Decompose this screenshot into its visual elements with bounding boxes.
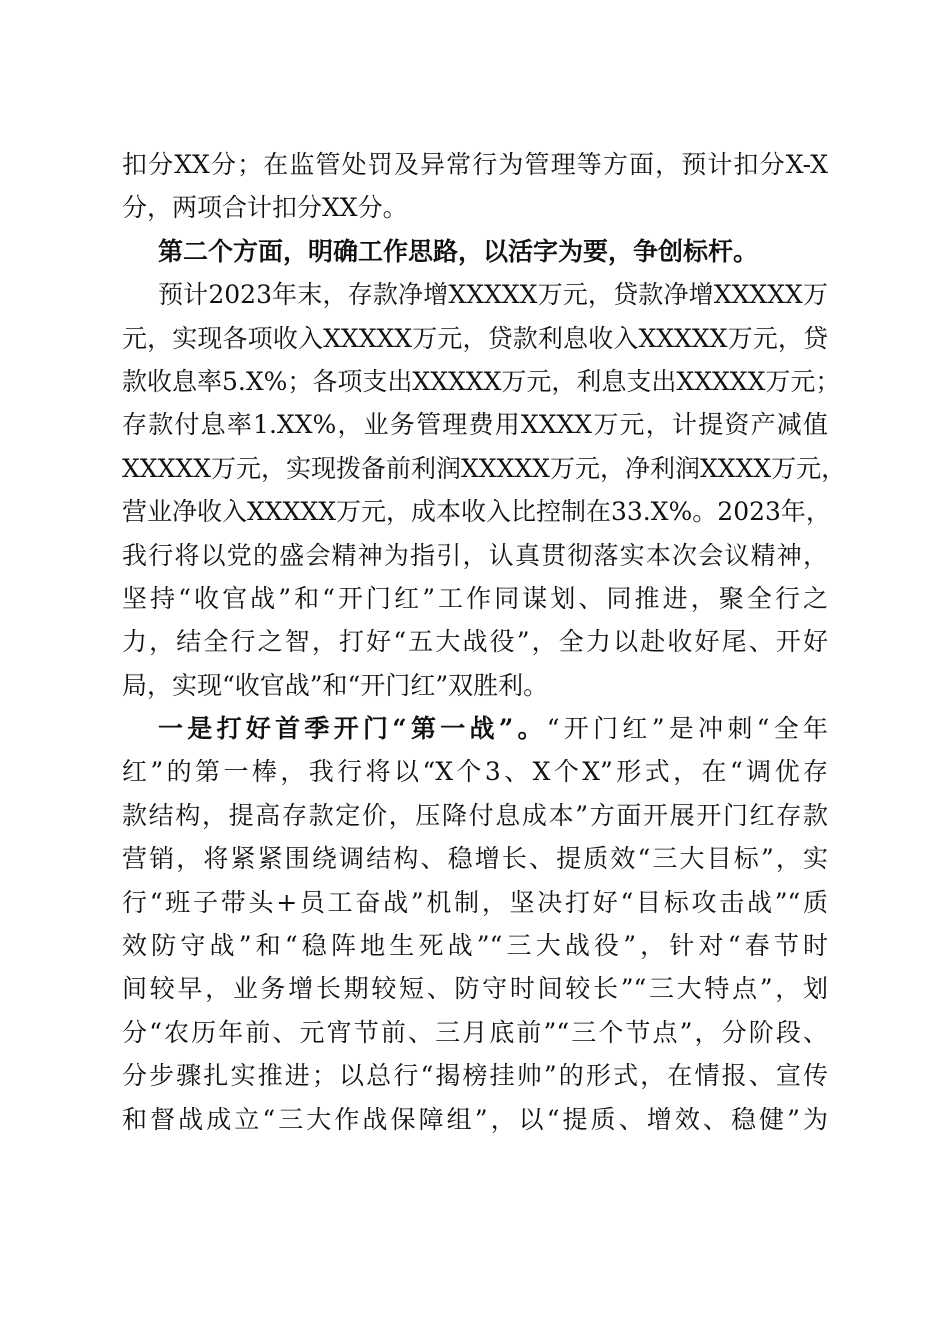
body-text-line: 效防守战”和“稳阵地生死战”“三大战役”，针对“春节时 — [122, 931, 828, 961]
body-text-line: 营业净收入XXXXX万元，成本收入比控制在33.X%。2023年， — [122, 497, 831, 527]
document-body — [122, 143, 847, 1141]
body-text-line: 分，两项合计扣分XX分。 — [122, 193, 408, 223]
body-text-line: 元，实现各项收入XXXXX万元，贷款利息收入XXXXX万元，贷 — [122, 323, 828, 353]
body-text-line: 和督战成立“三大作战保障组”，以“提质、增效、稳健”为 — [122, 1104, 828, 1134]
body-text-line: 坚持“收官战”和“开门红”工作同谋划、同推进，聚全行之 — [122, 583, 828, 613]
lead-continuation: “开门红”是冲刺“全年 — [546, 714, 828, 744]
body-text-line: 存款付息率1.XX%，业务管理费用XXXX万元，计提资产减值 — [122, 410, 828, 440]
body-text-line: 力，结全行之智，打好“五大战役”，全力以赴收好尾、开好 — [122, 627, 828, 657]
body-text-line: 分“农历年前、元宵节前、三月底前”“三个节点”，分阶段、 — [122, 1017, 828, 1047]
body-text-line: 间较早，业务增长期较短、防守时间较长”“三大特点”，划 — [122, 974, 828, 1004]
body-text-line — [122, 707, 828, 750]
body-text-line: 扣分XX分；在监管处罚及异常行为管理等方面，预计扣分X-X — [122, 150, 828, 179]
body-text-line: 分步骤扎实推进；以总行“揭榜挂帅”的形式，在情报、宣传 — [122, 1061, 828, 1091]
section-heading: 第二个方面，明确工作思路，以活字为要，争创标杆。 — [158, 236, 759, 266]
body-text-line: XXXXX万元，实现拨备前利润XXXXX万元，净利润XXXX万元， — [122, 453, 847, 483]
body-text-line: 营销，将紧紧围绕调结构、稳增长、提质效“三大目标”，实 — [122, 844, 828, 874]
body-text-line: 款结构，提高存款定价，压降付息成本”方面开展开门红存款 — [122, 800, 828, 830]
body-text-line: 局，实现“收官战”和“开门红”双胜利。 — [122, 670, 549, 700]
body-text-line: 款收息率5.X%；各项支出XXXXX万元，利息支出XXXXX万元； — [122, 366, 841, 396]
lead-sentence: 一是打好首季开门“第一战”。 — [158, 714, 547, 744]
body-text-line: 我行将以党的盛会精神为指引，认真贯彻落实本次会议精神， — [122, 540, 828, 570]
body-text-line: 行“班子带头+员工奋战”机制，坚决打好“目标攻击战”“质 — [122, 887, 828, 917]
body-text-line: 红”的第一棒，我行将以“X个3、X个X”形式，在“调优存 — [122, 757, 828, 787]
body-text-line: 预计2023年末，存款净增XXXXX万元，贷款净增XXXXX万 — [158, 280, 828, 310]
